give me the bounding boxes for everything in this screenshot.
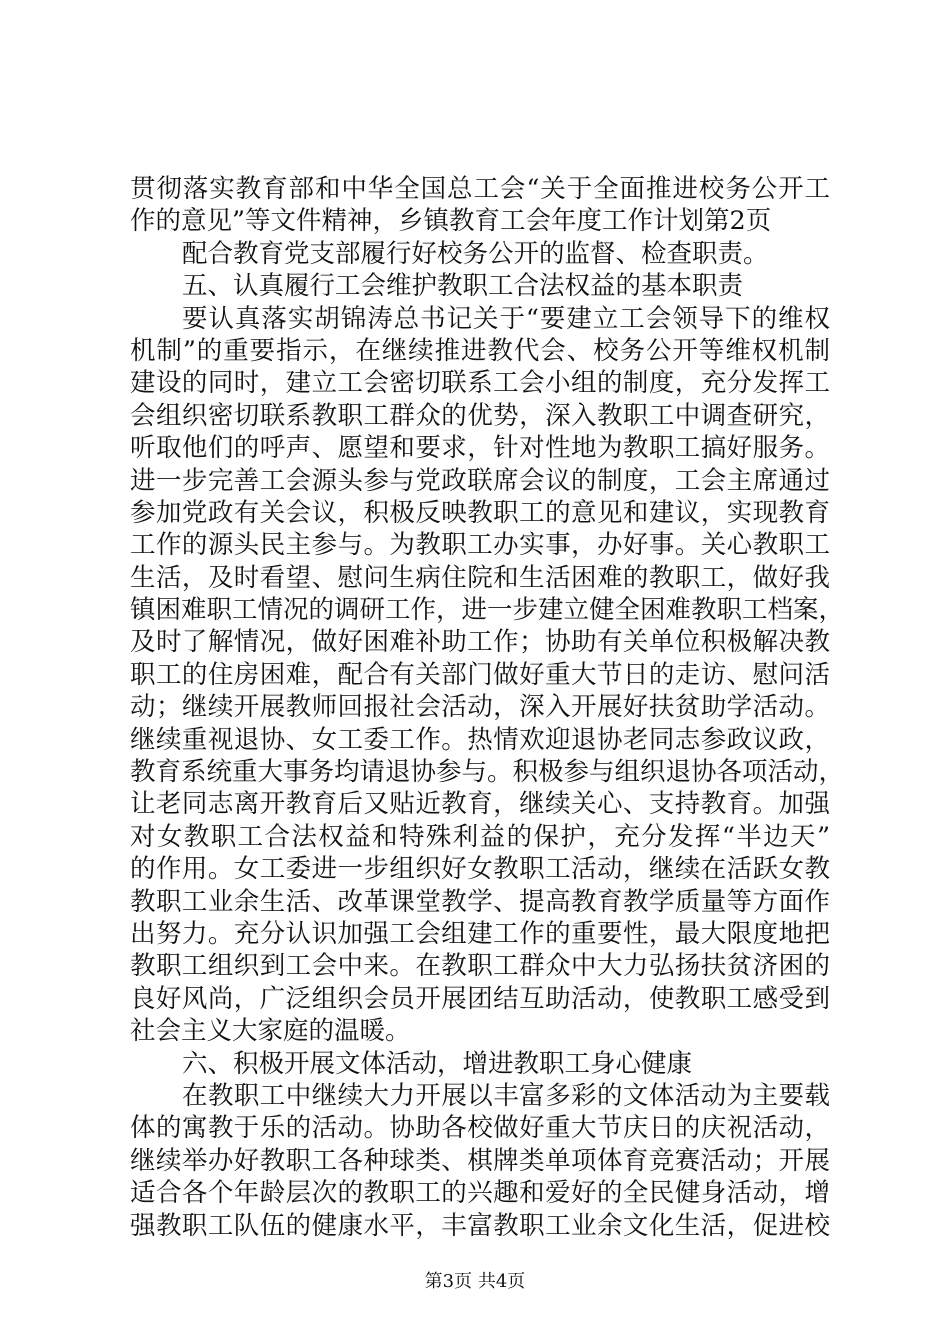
text-line: 对女教职工合法权益和特殊利益的保护，充分发挥“半边天” (130, 821, 830, 852)
text-line: 动；继续开展教师回报社会活动，深入开展好扶贫助学活动。 (130, 692, 830, 723)
text-line: 出努力。充分认识加强工会组建工作的重要性，最大限度地把 (130, 918, 830, 949)
text-line: 要认真落实胡锦涛总书记关于“要建立工会领导下的维权 (182, 303, 830, 334)
text-line: 建设的同时，建立工会密切联系工会小组的制度，充分发挥工 (130, 368, 830, 399)
text-line: 教职工业余生活、改革课堂教学、提高教育教学质量等方面作 (130, 886, 830, 917)
text-line: 体的寓教于乐的活动。协助各校做好重大节庆日的庆祝活动， (130, 1113, 830, 1144)
text-line: 镇困难职工情况的调研工作，进一步建立健全困难教职工档案， (130, 595, 845, 626)
text-line: 参加党政有关会议，积极反映教职工的意见和建议，实现教育 (130, 497, 830, 528)
text-line: 六、积极开展文体活动，增进教职工身心健康 (182, 1048, 693, 1079)
text-line: 强教职工队伍的健康水平，丰富教职工业余文化生活，促进校 (130, 1210, 830, 1241)
text-line: 教育系统重大事务均请退协参与。积极参与组织退协各项活动， (130, 757, 845, 788)
text-line: 听取他们的呼声、愿望和要求，针对性地为教职工搞好服务。 (130, 433, 830, 464)
text-line: 五、认真履行工会维护教职工合法权益的基本职责 (182, 271, 744, 302)
page-footer: 第3页 共4页 (424, 1271, 526, 1292)
text-line: 工作的源头民主参与。为教职工办实事，办好事。关心教职工 (130, 530, 830, 561)
text-line: 进一步完善工会源头参与党政联席会议的制度，工会主席通过 (130, 465, 830, 496)
text-line: 继续重视退协、女工委工作。热情欢迎退协老同志参政议政， (130, 724, 830, 755)
text-line: 良好风尚，广泛组织会员开展团结互助活动，使教职工感受到 (130, 983, 830, 1014)
text-line: 作的意见”等文件精神，乡镇教育工会年度工作计划第2页 (130, 206, 772, 237)
text-line: 让老同志离开教育后又贴近教育，继续关心、支持教育。加强 (130, 789, 830, 820)
text-line: 适合各个年龄层次的教职工的兴趣和爱好的全民健身活动，增 (130, 1178, 830, 1209)
text-line: 生活，及时看望、慰问生病住院和生活困难的教职工，做好我 (130, 562, 830, 593)
text-line: 的作用。女工委进一步组织好女教职工活动，继续在活跃女教 (130, 854, 830, 885)
text-line: 及时了解情况，做好困难补助工作；协助有关单位积极解决教 (130, 627, 830, 658)
text-line: 教职工组织到工会中来。在教职工群众中大力弘扬扶贫济困的 (130, 951, 830, 982)
text-line: 职工的住房困难，配合有关部门做好重大节日的走访、慰问活 (130, 659, 830, 690)
text-line: 社会主义大家庭的温暖。 (130, 1016, 411, 1047)
text-line: 贯彻落实教育部和中华全国总工会“关于全面推进校务公开工 (130, 174, 830, 204)
text-line: 机制”的重要指示，在继续推进教代会、校务公开等维权机制 (130, 335, 830, 366)
text-line: 在教职工中继续大力开展以丰富多彩的文体活动为主要载 (182, 1080, 830, 1111)
text-line: 继续举办好教职工各种球类、棋牌类单项体育竞赛活动；开展 (130, 1145, 830, 1176)
text-line: 会组织密切联系教职工群众的优势，深入教职工中调查研究， (130, 400, 830, 431)
text-line: 配合教育党支部履行好校务公开的监督、检查职责。 (182, 238, 769, 269)
document-body (130, 173, 845, 1242)
